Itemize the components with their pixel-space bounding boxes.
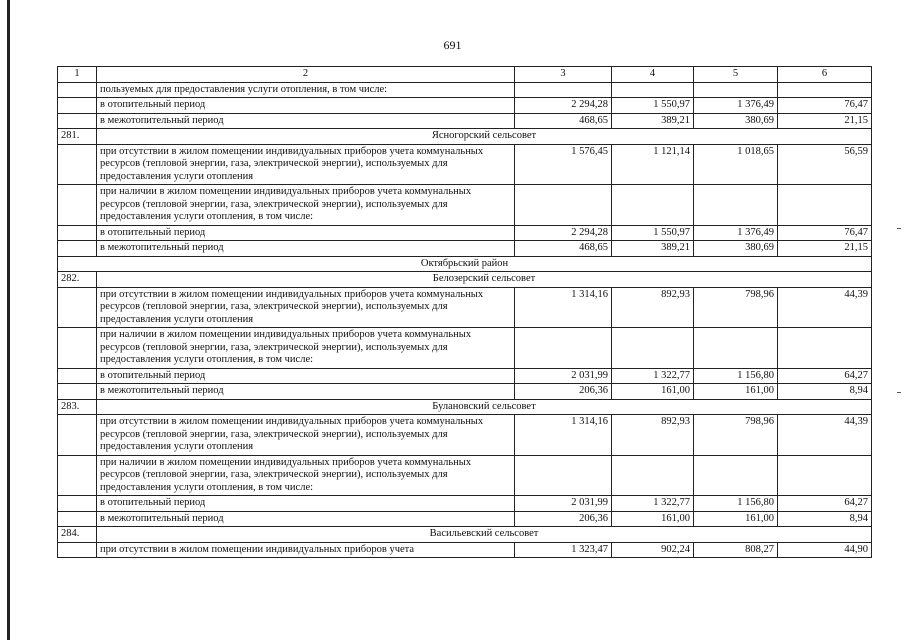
column-header: 6 <box>778 67 872 83</box>
value-col-6: 64,27 <box>778 368 872 384</box>
tariff-table <box>57 66 872 558</box>
value-col-5: 1 156,80 <box>694 496 778 512</box>
value-col-4: 1 121,14 <box>612 144 694 185</box>
row-number <box>58 542 97 558</box>
value-col-3 <box>515 455 612 496</box>
value-col-4: 902,24 <box>612 542 694 558</box>
row-description: при отсутствии в жилом помещении индивидуальных приборов учета коммунальных ресурсов (тепловой энергии, газа, электрической энергии), используемых для предоставления услуги отопления <box>97 144 515 185</box>
row-description: при наличии в жилом помещении индивидуальных приборов учета коммунальных ресурсов (тепловой энергии, газа, электрической энергии), используемых для предоставления услуги отопления, в том числе: <box>97 185 515 226</box>
row-number <box>58 455 97 496</box>
table-row <box>58 144 872 185</box>
district-name: Октябрьский район <box>58 256 872 272</box>
table-body <box>58 82 872 558</box>
value-col-4 <box>612 455 694 496</box>
settlement-row <box>58 129 872 145</box>
value-col-6 <box>778 82 872 98</box>
table-row <box>58 82 872 98</box>
row-number <box>58 368 97 384</box>
table-row <box>58 241 872 257</box>
value-col-3: 2 031,99 <box>515 496 612 512</box>
row-description: в отопительный период <box>97 496 515 512</box>
row-number <box>58 113 97 129</box>
row-number <box>58 415 97 456</box>
column-header: 3 <box>515 67 612 83</box>
row-description: в межотопительный период <box>97 113 515 129</box>
row-number: 283. <box>58 399 97 415</box>
value-col-3: 1 323,47 <box>515 542 612 558</box>
row-description: в отопительный период <box>97 225 515 241</box>
value-col-6: 8,94 <box>778 384 872 400</box>
table-row <box>58 455 872 496</box>
value-col-5 <box>694 82 778 98</box>
value-col-4: 161,00 <box>612 511 694 527</box>
value-col-6 <box>778 328 872 369</box>
row-number: 282. <box>58 272 97 288</box>
value-col-6: 76,47 <box>778 98 872 114</box>
row-description: при наличии в жилом помещении индивидуальных приборов учета коммунальных ресурсов (тепловой энергии, газа, электрической энергии), используемых для предоставления услуги отопления, в том числе: <box>97 328 515 369</box>
table-row <box>58 496 872 512</box>
value-col-3: 468,65 <box>515 241 612 257</box>
tariff-table-container <box>57 66 871 558</box>
value-col-5 <box>694 328 778 369</box>
row-number <box>58 98 97 114</box>
table-row <box>58 415 872 456</box>
row-number <box>58 287 97 328</box>
value-col-3: 2 294,28 <box>515 98 612 114</box>
value-col-5: 1 156,80 <box>694 368 778 384</box>
margin-tick-mark <box>897 392 901 393</box>
margin-tick-mark <box>897 228 901 229</box>
value-col-4 <box>612 185 694 226</box>
value-col-4 <box>612 82 694 98</box>
value-col-4: 389,21 <box>612 241 694 257</box>
table-row <box>58 225 872 241</box>
row-description: при отсутствии в жилом помещении индивидуальных приборов учета <box>97 542 515 558</box>
value-col-4: 1 550,97 <box>612 98 694 114</box>
value-col-5: 808,27 <box>694 542 778 558</box>
value-col-3: 1 314,16 <box>515 287 612 328</box>
value-col-5 <box>694 185 778 226</box>
value-col-3: 1 576,45 <box>515 144 612 185</box>
value-col-5: 380,69 <box>694 241 778 257</box>
value-col-6: 8,94 <box>778 511 872 527</box>
value-col-4: 1 550,97 <box>612 225 694 241</box>
value-col-5: 1 018,65 <box>694 144 778 185</box>
value-col-5: 380,69 <box>694 113 778 129</box>
value-col-4: 389,21 <box>612 113 694 129</box>
table-row <box>58 368 872 384</box>
value-col-4: 1 322,77 <box>612 368 694 384</box>
value-col-4: 1 322,77 <box>612 496 694 512</box>
value-col-3: 2 031,99 <box>515 368 612 384</box>
value-col-6: 21,15 <box>778 113 872 129</box>
value-col-6: 64,27 <box>778 496 872 512</box>
row-description: в отопительный период <box>97 98 515 114</box>
row-number <box>58 144 97 185</box>
column-header: 4 <box>612 67 694 83</box>
page-number: 691 <box>443 38 462 52</box>
value-col-6: 44,90 <box>778 542 872 558</box>
row-number: 281. <box>58 129 97 145</box>
value-col-4: 161,00 <box>612 384 694 400</box>
value-col-5: 161,00 <box>694 384 778 400</box>
row-description: при отсутствии в жилом помещении индивидуальных приборов учета коммунальных ресурсов (тепловой энергии, газа, электрической энергии), используемых для предоставления услуги отопления <box>97 287 515 328</box>
settlement-row <box>58 527 872 543</box>
value-col-3 <box>515 185 612 226</box>
table-row <box>58 542 872 558</box>
table-row <box>58 185 872 226</box>
value-col-4: 892,93 <box>612 287 694 328</box>
value-col-4 <box>612 328 694 369</box>
row-description: в межотопительный период <box>97 384 515 400</box>
column-header: 2 <box>97 67 515 83</box>
table-row <box>58 511 872 527</box>
value-col-6: 44,39 <box>778 415 872 456</box>
value-col-5: 161,00 <box>694 511 778 527</box>
value-col-6: 21,15 <box>778 241 872 257</box>
value-col-5: 1 376,49 <box>694 98 778 114</box>
row-number <box>58 511 97 527</box>
value-col-3: 206,36 <box>515 511 612 527</box>
value-col-6: 76,47 <box>778 225 872 241</box>
value-col-5: 798,96 <box>694 287 778 328</box>
value-col-3: 468,65 <box>515 113 612 129</box>
row-number <box>58 225 97 241</box>
value-col-5 <box>694 455 778 496</box>
value-col-5: 1 376,49 <box>694 225 778 241</box>
table-row <box>58 113 872 129</box>
row-description: в отопительный период <box>97 368 515 384</box>
table-row <box>58 328 872 369</box>
row-number <box>58 82 97 98</box>
table-row <box>58 287 872 328</box>
column-header: 1 <box>58 67 97 83</box>
page-edge-bar <box>7 0 10 640</box>
value-col-3 <box>515 82 612 98</box>
settlement-name: Васильевский сельсовет <box>97 527 872 543</box>
row-description: в межотопительный период <box>97 511 515 527</box>
column-number-row <box>58 67 872 83</box>
value-col-6: 56,59 <box>778 144 872 185</box>
row-number <box>58 496 97 512</box>
row-number <box>58 185 97 226</box>
settlement-row <box>58 272 872 288</box>
row-number <box>58 328 97 369</box>
value-col-5: 798,96 <box>694 415 778 456</box>
value-col-6: 44,39 <box>778 287 872 328</box>
row-description: при отсутствии в жилом помещении индивидуальных приборов учета коммунальных ресурсов (тепловой энергии, газа, электрической энергии), используемых для предоставления услуги отопления <box>97 415 515 456</box>
settlement-name: Булановский сельсовет <box>97 399 872 415</box>
value-col-6 <box>778 455 872 496</box>
value-col-3: 2 294,28 <box>515 225 612 241</box>
value-col-3: 1 314,16 <box>515 415 612 456</box>
value-col-3 <box>515 328 612 369</box>
settlement-row <box>58 399 872 415</box>
settlement-name: Белозерский сельсовет <box>97 272 872 288</box>
column-header: 5 <box>694 67 778 83</box>
row-description: в межотопительный период <box>97 241 515 257</box>
row-description: пользуемых для предоставления услуги отопления, в том числе: <box>97 82 515 98</box>
district-row <box>58 256 872 272</box>
table-row <box>58 98 872 114</box>
row-number <box>58 241 97 257</box>
value-col-6 <box>778 185 872 226</box>
value-col-4: 892,93 <box>612 415 694 456</box>
row-description: при наличии в жилом помещении индивидуальных приборов учета коммунальных ресурсов (тепловой энергии, газа, электрической энергии), используемых для предоставления услуги отопления, в том числе: <box>97 455 515 496</box>
settlement-name: Ясногорский сельсовет <box>97 129 872 145</box>
row-number <box>58 384 97 400</box>
row-number: 284. <box>58 527 97 543</box>
table-row <box>58 384 872 400</box>
value-col-3: 206,36 <box>515 384 612 400</box>
